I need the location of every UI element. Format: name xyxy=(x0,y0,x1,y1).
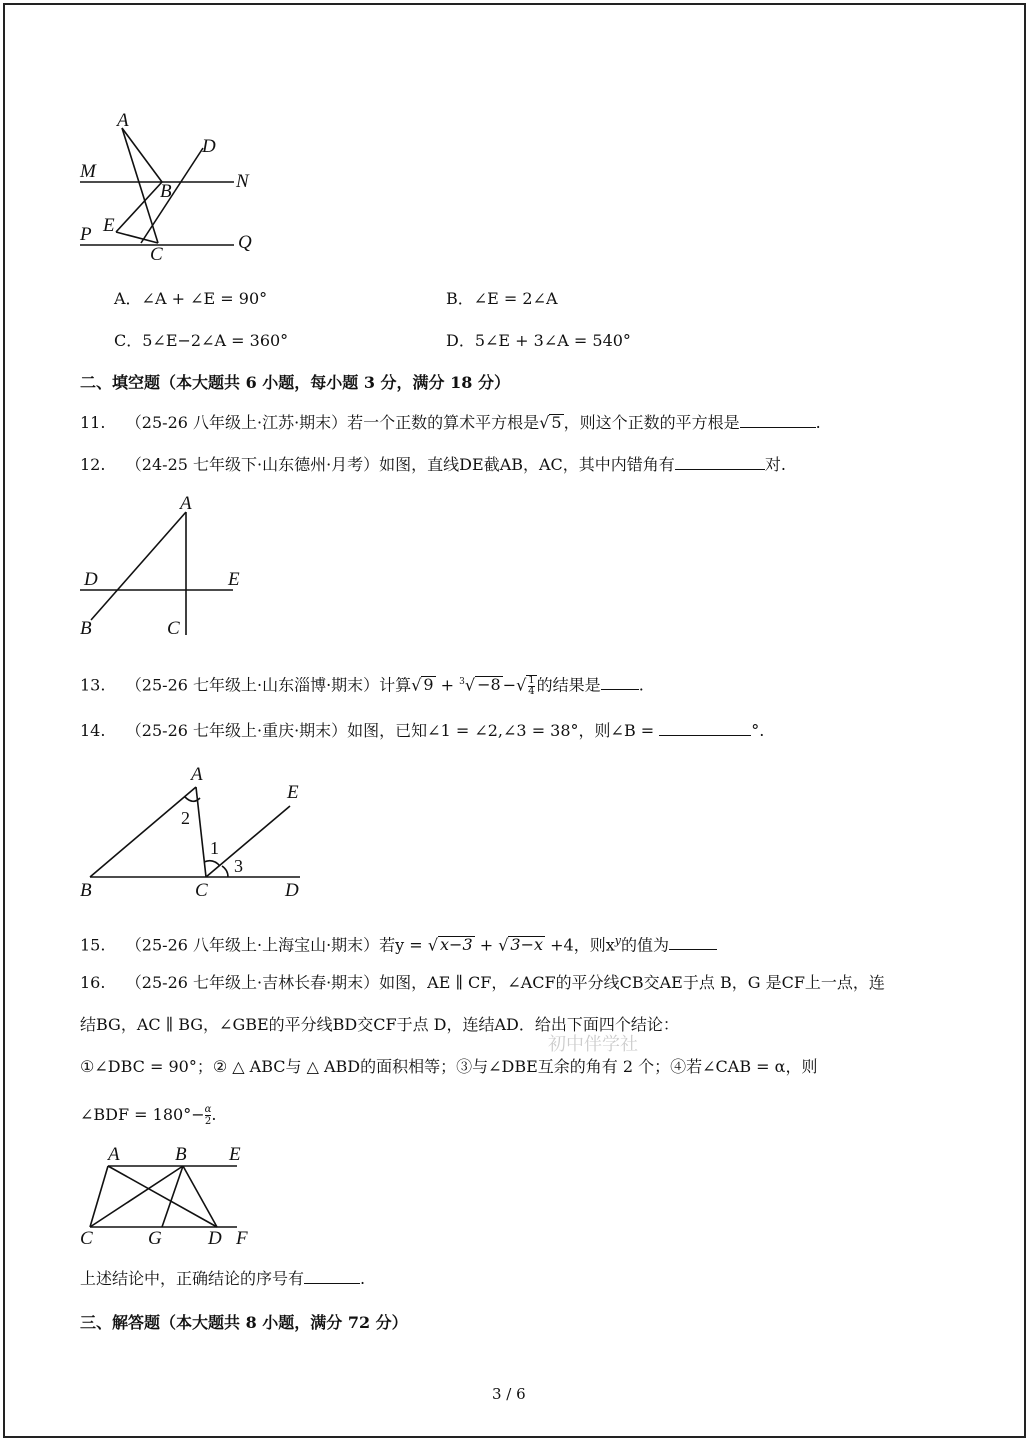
fig16-label-G: G xyxy=(148,1228,162,1249)
question-14 xyxy=(80,720,764,741)
fig12-label-D: D xyxy=(84,569,98,590)
question-15 xyxy=(80,931,717,955)
q15-text: （25-26 八年级上·上海宝山·期末）若y = xyxy=(125,935,423,955)
q16-frac-num: α xyxy=(204,1104,212,1115)
question-13 xyxy=(80,672,644,697)
q11-radicand: 5 xyxy=(551,413,562,432)
fig10-label-E: E xyxy=(103,215,115,236)
fig14-angle-1: 1 xyxy=(210,838,219,858)
q14-answer-blank[interactable] xyxy=(659,720,751,736)
q16-line4b: . xyxy=(211,1105,217,1124)
q11-number: 11. xyxy=(80,413,106,432)
fig14-label-A: A xyxy=(191,764,203,785)
fig16-label-B: B xyxy=(175,1144,187,1165)
fig10-label-M: M xyxy=(80,161,96,182)
q16-line2: 结BG，AC ∥ BG，∠GBE的平分线BD交CF于点 D，连结AD．给出下面四个结论： xyxy=(80,1015,679,1034)
q16-concl-text: 上述结论中，正确结论的序号有 xyxy=(80,1269,305,1288)
q16-answer-blank[interactable] xyxy=(304,1268,360,1284)
fig14-label-C: C xyxy=(195,880,208,901)
q13-radicand-2: −8 xyxy=(477,675,501,695)
section-3-heading: 三、解答题（本大题共 8 小题，满分 72 分） xyxy=(80,1313,408,1332)
question-16-line-1 xyxy=(80,973,885,993)
fig16-label-D: D xyxy=(208,1228,222,1249)
q16-frac-den: 2 xyxy=(204,1116,212,1127)
q16-concl-end: . xyxy=(360,1269,366,1288)
q14-end: °. xyxy=(751,721,765,740)
q12-answer-blank[interactable] xyxy=(675,454,765,470)
question-11 xyxy=(80,412,821,433)
fig10-label-P: P xyxy=(80,224,92,245)
fig12-label-B: B xyxy=(80,618,92,639)
fig14-label-B: B xyxy=(80,880,92,901)
fig12-label-A: A xyxy=(180,493,192,514)
fig10-label-A: A xyxy=(117,110,129,131)
q13-text: （25-26 七年级上·山东淄博·期末）计算 xyxy=(125,675,412,695)
fig10-label-D: D xyxy=(202,136,216,157)
q13-end: . xyxy=(638,675,644,695)
q16-line3: ①∠DBC = 90°；② △ ABC与 △ ABD的面积相等；③与∠DBE互余的角有 2 个；④若∠CAB = α，则 xyxy=(80,1057,818,1076)
fig10-label-C: C xyxy=(150,244,163,265)
q15-number: 15. xyxy=(80,935,106,955)
q14-number: 14. xyxy=(80,721,106,740)
q11-answer-blank[interactable] xyxy=(740,412,816,428)
q16-line-4 xyxy=(80,1104,216,1127)
option-c: C．5∠E−2∠A = 360° xyxy=(114,331,289,350)
q15-radicand-2: 3−x xyxy=(510,935,544,955)
q12-number: 12. xyxy=(80,455,106,474)
fig16-label-F: F xyxy=(236,1228,248,1249)
q13-sqrt-sign-2: √ xyxy=(516,675,527,695)
fig16-label-A: A xyxy=(108,1144,120,1165)
fig14-angle-2: 2 xyxy=(181,808,190,828)
fig14-label-E: E xyxy=(287,782,299,803)
option-d: D．5∠E + 3∠A = 540° xyxy=(446,331,631,350)
q13-cube-index: 3 xyxy=(459,677,465,687)
q11-rest: ，则这个正数的平方根是 xyxy=(563,413,740,432)
q13-minus: − xyxy=(502,675,517,695)
option-b: B．∠E = 2∠A xyxy=(446,289,558,308)
q15-sqrt-sign-2: √ xyxy=(498,935,509,955)
q11-text: （25-26 八年级上·江苏·期末）若一个正数的算术平方根是 xyxy=(125,413,540,432)
q13-cbrt-sign: √ xyxy=(464,675,476,695)
watermark: 初中伴学社 xyxy=(548,1034,638,1055)
question-12 xyxy=(80,454,786,475)
fig12-label-E: E xyxy=(228,569,240,590)
q13-rest: 的结果是 xyxy=(536,675,601,695)
fig12-label-C: C xyxy=(167,618,180,639)
q16-conclusion xyxy=(80,1268,365,1289)
q15-plus: + xyxy=(474,935,499,955)
q13-fraction xyxy=(526,675,536,697)
fig10-label-N: N xyxy=(236,171,249,192)
fig10-label-Q: Q xyxy=(238,232,252,253)
fig10-label-B: B xyxy=(160,181,172,202)
q14-text: （25-26 七年级上·重庆·期末）如图，已知∠1 = ∠2,∠3 = 38°，则∠B = xyxy=(125,721,655,740)
q15-sqrt-sign: √ xyxy=(427,935,439,955)
q13-frac-num: 1 xyxy=(528,674,535,686)
q13-frac-den: 4 xyxy=(528,685,535,697)
page-number: 3 / 6 xyxy=(492,1385,526,1403)
fig16-label-E: E xyxy=(229,1144,241,1165)
q13-answer-blank[interactable] xyxy=(601,674,639,690)
q15-exponent: y xyxy=(614,934,621,947)
q12-end: 对. xyxy=(764,455,786,474)
q12-text: （24-25 七年级下·山东德州·月考）如图，直线DE截AB，AC，其中内错角有 xyxy=(125,455,675,474)
q16-line1: （25-26 七年级上·吉林长春·期末）如图，AE ∥ CF，∠ACF的平分线CB交AE于点 B，G 是CF上一点，连 xyxy=(125,973,885,992)
q13-sqrt-sign: √ xyxy=(411,675,422,695)
q15-rest: +4，则x xyxy=(550,935,615,955)
q15-radicand-1: x−3 xyxy=(440,935,473,955)
fig16-label-C: C xyxy=(80,1228,93,1249)
q11-sqrt-sign: √ xyxy=(539,413,550,432)
q11-end: . xyxy=(815,413,821,432)
q15-answer-blank[interactable] xyxy=(669,934,717,950)
fig14-label-D: D xyxy=(285,880,299,901)
q13-radicand-1: 9 xyxy=(423,675,434,695)
q15-rest2: 的值为 xyxy=(620,935,669,955)
q13-plus: + xyxy=(435,675,460,695)
option-a: A．∠A + ∠E = 90° xyxy=(114,289,268,308)
fig14-angle-3: 3 xyxy=(234,856,243,876)
section-2-heading: 二、填空题（本大题共 6 小题，每小题 3 分，满分 18 分） xyxy=(80,373,510,392)
q16-line4a: ∠BDF = 180°− xyxy=(80,1105,205,1124)
q16-number: 16. xyxy=(80,973,106,992)
q13-number: 13. xyxy=(80,675,106,695)
